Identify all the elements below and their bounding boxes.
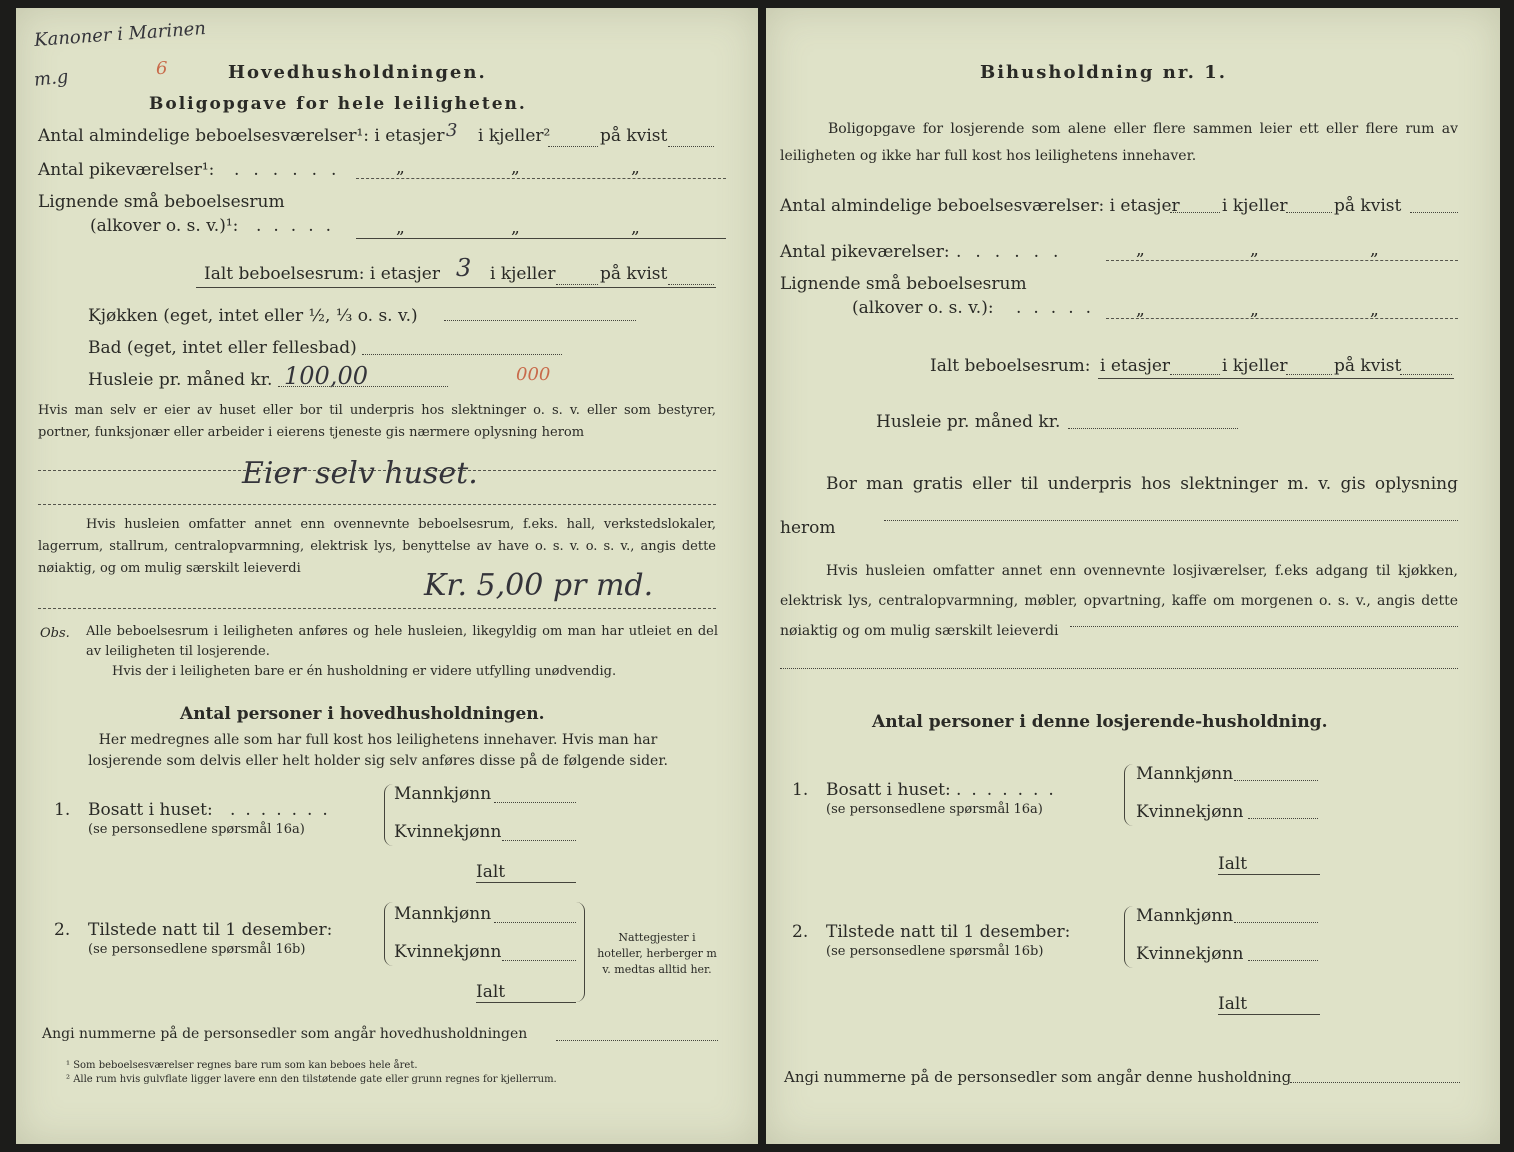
bihus-rent-field [1068, 428, 1238, 429]
rooms-floor-value: 3 [446, 120, 458, 141]
bihus-includes-question: Hvis husleien omfatter annet enn ovennevnte losjiværelser, f.eks adgang til kjøkken, elektrisk lys, centralopvarmning, møbler, opvartning, kaffe om morgenen o. s. v., angis dette nøiaktig og om mulig særskilt leieverdi [780, 563, 1458, 639]
obs-text: Alle beboelsesrum i leiligheten anføres og hele husleien, likegyldig om man har utleiet en del av leiligheten til losjerende. [86, 624, 718, 659]
owner-answer: Eier selv huset. [242, 456, 478, 491]
obs-text-2: Hvis der i leiligheten bare er én husholdning er videre utfylling unødvendig. [112, 664, 617, 679]
bihus-rent-label: Husleie pr. måned kr. [876, 412, 1061, 432]
rent-label: Husleie pr. måned kr. [88, 370, 273, 390]
footnote-1: ¹ Som beboelsesværelser regnes bare rum som kan beboes hele året. [66, 1060, 418, 1071]
bihus-present-label: Tilstede natt til 1 desember: [826, 922, 1071, 942]
resident-male-label: Mannkjønn [394, 784, 492, 804]
kitchen-label: Kjøkken (eget, intet eller ½, ⅓ o. s. v.) [88, 306, 418, 326]
resident-female-field [502, 840, 576, 841]
alcove-label: (alkover o. s. v.)¹: [90, 216, 239, 236]
bihus-attic-label: på kvist [1334, 196, 1402, 216]
bihus-small-rooms-label: Lignende små beboelsesrum [780, 274, 1027, 294]
page-title: Hovedhusholdningen. [228, 62, 487, 83]
alcove-field [356, 238, 726, 239]
present-label: Tilstede natt til 1 desember: [88, 920, 333, 940]
numbers-label: Angi nummerne på de personsedler som angår hovedhusholdningen [42, 1026, 528, 1042]
small-rooms-label: Lignende små beboelsesrum [38, 192, 285, 212]
total-cellar-label: i kjeller [490, 264, 556, 284]
bath-field [362, 354, 562, 355]
present-male-label: Mannkjønn [394, 904, 492, 924]
right-page: Bihusholdning nr. 1. Boligopgave for losjerende som alene eller flere sammen leier ett eller flere rum av leiligheten og ikke har full kost hos leilighetens innehaver. Antal almindelige beboelsesværelser: i etasjer i kjeller på kvist Antal pikeværelser: ...... „ „ „ Lignende små beboelsesrum (alkover o. s. v.): ..... „ „ „ Ialt beboelsesrum: i etasjer i kjeller på kvist Husleie pr. måned kr. Bor man gratis eller til underpris hos slektninger m. v. gis oplysning herom Hvis husleien omfatter annet enn ovennevnte losjiværelser, f.eks adgang til kjøkken, elektrisk lys, centralopvarmning, møbler, opvartning, kaffe om morgenen o. s. v., angis dette nøiaktig og om mulig særskilt leieverdi Antal personer i denne losjerende-husholdning. 1. Bosatt i huset: ....... (se personsedlene spørsmål 16a) Mannkjønn Kvinnekjønn Ialt 2. Tilstede natt til 1 desember: (se personsedlene spørsmål 16b) Mannkjønn Kvinnekjønn Ialt Angi nummerne på de personsedler som angår denne husholdning [766, 8, 1500, 1144]
bihus-resident-total-label: Ialt [1218, 854, 1248, 874]
rent-value: 100,00 [284, 362, 368, 390]
margin-note-2: m.g [32, 66, 70, 91]
includes-answer: Kr. 5,00 pr md. [424, 568, 654, 603]
present-female-field [502, 960, 576, 961]
kitchen-field [444, 320, 636, 321]
bihus-resident-label: Bosatt i huset: [826, 780, 951, 800]
bihus-persons-title: Antal personer i denne losjerende-husholdning. [872, 712, 1328, 732]
red-number: 6 [156, 58, 168, 79]
present-male-field [494, 922, 576, 923]
persons-title: Antal personer i hovedhusholdningen. [180, 704, 545, 724]
bihus-intro: Boligopgave for losjerende som alene eller flere sammen leier ett eller flere rum av leiligheten og ikke har full kost hos leilighetens innehaver. [780, 121, 1458, 164]
bihus-title: Bihusholdning nr. 1. [980, 62, 1227, 83]
total-rooms-value: 3 [456, 254, 472, 282]
total-rooms-label: Ialt beboelsesrum: i etasjer [204, 264, 440, 284]
owner-question: Hvis man selv er eier av huset eller bor til underpris hos slektninger o. s. v. eller som bestyrer, portner, funksjonær eller arbeider i eierens tjeneste gis nærmere oplysning herom [38, 403, 716, 440]
margin-note-1: Kanoner i Marinen [33, 18, 207, 51]
night-guests-note: Nattegjester i hoteller, herberger m v. medtas alltid her. [597, 931, 717, 976]
includes-question: Hvis husleien omfatter annet enn ovennevnte beboelsesrum, f.eks. hall, verkstedslokaler, lagerrum, stallrum, centralopvarmning, elektrisk lys, benyttelse av have o. s. v. o. s. v., angis dette nøiaktig, og om mulig særskilt leieverdi [38, 517, 716, 576]
maid-rooms-field [356, 178, 726, 179]
rent-field [278, 386, 448, 387]
rooms-label: Antal almindelige beboelsesværelser¹: i etasjer [38, 126, 445, 146]
footnote-2: ² Alle rum hvis gulvflate ligger lavere enn den tilstøtende gate eller grunn regnes for kjellerrum. [66, 1074, 557, 1085]
numbers-field [556, 1040, 718, 1041]
bihus-resident-male-label: Mannkjønn [1136, 764, 1234, 784]
rooms-attic-field [668, 146, 714, 147]
resident-female-label: Kvinnekjønn [394, 822, 502, 842]
bihus-present-female-label: Kvinnekjønn [1136, 944, 1244, 964]
bihus-resident-female-label: Kvinnekjønn [1136, 802, 1244, 822]
bihus-rooms-label: Antal almindelige beboelsesværelser: i etasjer [780, 196, 1180, 216]
bihus-maid-label: Antal pikeværelser: [780, 242, 950, 262]
persons-desc: Her medregnes alle som har full kost hos leilighetens innehaver. Hvis man har losjerende som delvis eller helt holder sig selv anføres disse på de følgende sider. [88, 732, 668, 769]
bihus-total-label: Ialt beboelsesrum: [930, 356, 1091, 376]
maid-rooms-label: Antal pikeværelser¹: [38, 160, 215, 180]
bihus-numbers-label: Angi nummerne på de personsedler som angår denne husholdning [784, 1068, 1292, 1086]
present-total-field [476, 1002, 576, 1003]
resident-label: Bosatt i huset: [88, 800, 213, 820]
obs-label: Obs. [40, 626, 70, 641]
rent-red-mark: 000 [516, 364, 551, 385]
bath-label: Bad (eget, intet eller fellesbad) [88, 338, 357, 358]
present-total-label: Ialt [476, 982, 506, 1002]
left-page: Kanoner i Marinen m.g 6 Hovedhusholdningen. Boligopgave for hele leiligheten. Antal almindelige beboelsesværelser¹: i etasjer 3 i kjeller² på kvist Antal pikeværelser¹: ...... „ „ „ Lignende små beboelsesrum (alkover o. s. v.)¹: ..... „ „ „ Ialt beboelsesrum: i etasjer 3 i kjeller på kvist Kjøkken (eget, intet eller ½, ⅓ o. s. v.) Bad (eget, intet eller fellesbad) Husleie pr. måned kr. 100,00 000 Hvis man selv er eier av huset eller bor til underpris hos slektninger o. s. v. eller som bestyrer, portner, funksjonær eller arbeider i eierens tjeneste gis nærmere oplysning herom Eier selv huset. Hvis husleien omfatter annet enn ovennevnte beboelsesrum, f.eks. hall, verkstedslokaler, lagerrum, stallrum, centralopvarmning, elektrisk lys, benyttelse av have o. s. v. o. s. v., angis dette nøiaktig, og om mulig særskilt leieverdi Kr. 5,00 pr md. Obs. Alle beboelsesrum i leiligheten anføres og hele husleien, likegyldig om man har utleiet en del av leiligheten til losjerende. Hvis der i leiligheten bare er én husholdning er videre utfylling unødvendig. Antal personer i hovedhusholdningen. Her medregnes alle som har full kost hos leilighetens innehaver. Hvis man har losjerende som delvis eller helt holder sig selv anføres disse på de følgende sider. 1. Bosatt i huset: ....... (se personsedlene spørsmål 16a) Mannkjønn Kvinnekjønn Ialt 2. Tilstede natt til 1 desember: (se personsedlene spørsmål 16b) Mannkjønn Kvinnekjønn Ialt Nattegjester i hoteller, herberger m v. medtas alltid her. Angi nummerne på de personsedler som angår hovedhusholdningen ¹ Som beboelsesværelser regnes bare rum som kan beboes hele året. ² Alle rum hvis gulvflate ligger lavere enn den tilstøtende gate eller grunn regnes for kjellerrum. [16, 8, 758, 1144]
resident-total-field [476, 882, 576, 883]
page-subtitle: Boligopgave for hele leiligheten. [149, 94, 527, 114]
present-female-label: Kvinnekjønn [394, 942, 502, 962]
bihus-free-question: Bor man gratis eller til underpris hos slektninger m. v. gis oplysning herom [780, 474, 1458, 538]
bihus-present-male-label: Mannkjønn [1136, 906, 1234, 926]
bihus-cellar-label: i kjeller [1222, 196, 1288, 216]
rooms-attic-label: på kvist [600, 126, 668, 146]
rooms-cellar-field [548, 146, 598, 147]
bihus-alcove-label: (alkover o. s. v.): [852, 298, 994, 318]
bihus-present-total-label: Ialt [1218, 994, 1248, 1014]
total-attic-label: på kvist [600, 264, 668, 284]
resident-total-label: Ialt [476, 862, 506, 882]
resident-male-field [494, 802, 576, 803]
rooms-cellar-label: i kjeller² [478, 126, 551, 146]
